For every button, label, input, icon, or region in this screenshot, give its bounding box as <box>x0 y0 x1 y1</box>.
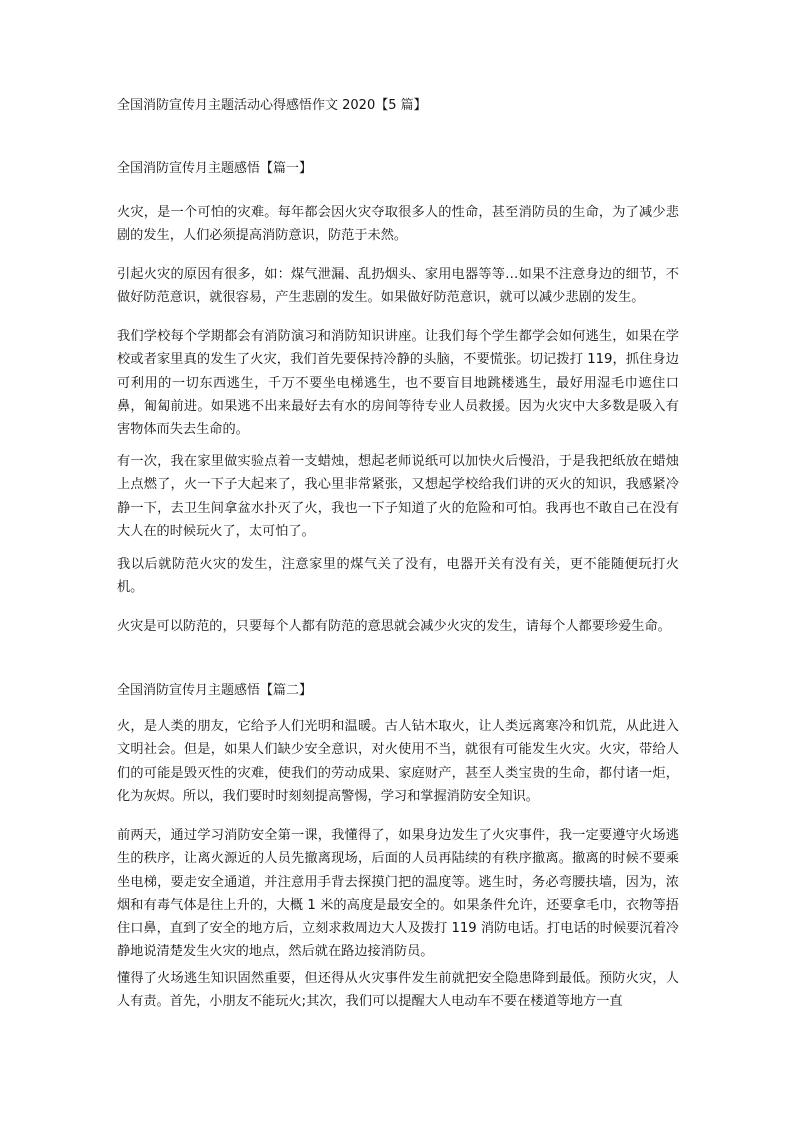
paragraph: 引起火灾的原因有很多，如：煤气泄漏、乱扔烟头、家用电器等等…如果不注意身边的细节，不做好防范意识，就很容易，产生悲剧的发生。如果做好防范意识，就可以减少悲剧的发生。 <box>117 267 679 306</box>
paragraph: 我们学校每个学期都会有消防演习和消防知识讲座。让我们每个学生都学会如何逃生，如果在学校或者家里真的发生了火灾，我们首先要保持冷静的头脑，不要慌张。切记拨打 119，抓住身边可利用的一切东西逃生，千万不要坐电梯逃生，也不要盲目地跳楼逃生，最好用湿毛巾遮住口鼻，匍匐前进。如果逃不出来最好去有水的房间等待专业人员救援。因为火灾中大多数是吸入有害物体而失去生命的。 <box>117 329 679 438</box>
paragraph: 前两天，通过学习消防安全第一课，我懂得了，如果身边发生了火灾事件，我一定要遵守火场逃生的秩序，让离火源近的人员先撤离现场，后面的人员再陆续的有秩序撤离。撤离的时候不要乘坐电梯，要走安全通道，并注意用手背去探摸门把的温度等。逃生时，务必弯腰扶墙，因为，浓烟和有毒气体是往上升的，大概 1 米的高度是最安全的。如果条件允许，还要拿毛巾，衣物等捂住口鼻，直到了安全的地方后，立刻求救周边大人及拨打 119 消防电话。打电话的时候要沉着冷静地说清楚发生火灾的地点，然后就在路边接消防员。 <box>117 828 679 960</box>
paragraph: 火灾，是一个可怕的灾难。每年都会因火灾夺取很多人的性命，甚至消防员的生命，为了减少悲剧的发生，人们必须提高消防意识，防范于未然。 <box>117 205 679 244</box>
paragraph: 我以后就防范火灾的发生，注意家里的煤气关了没有，电器开关有没有关，更不能随便玩打火机。 <box>117 557 679 596</box>
document-title: 全国消防宣传月主题活动心得感悟作文 2020【5 篇】 <box>117 98 427 113</box>
section-heading-1: 全国消防宣传月主题感悟【篇一】 <box>117 161 313 176</box>
paragraph: 有一次，我在家里做实验点着一支蜡烛，想起老师说纸可以加快火后慢沿，于是我把纸放在蜡烛上点燃了，火一下子大起来了，我心里非常紧张，又想起学校给我们讲的灭火的知识，我感紧冷静一下，去卫生间拿盆水扑灭了火，我也一下子知道了火的危险和可怕。我再也不敢自己在没有大人在的时候玩火了，太可怕了。 <box>117 454 679 539</box>
paragraph: 火，是人类的朋友，它给予人们光明和温暖。古人钻木取火，让人类远离寒冷和饥荒，从此进入文明社会。但是，如果人们缺少安全意识，对火使用不当，就很有可能发生火灾。火灾，带给人们的可能是毁灭性的灾难，使我们的劳动成果、家庭财产，甚至人类宝贵的生命，都付诸一炬，化为灰烬。所以，我们要时时刻刻提高警惕，学习和掌握消防安全知识。 <box>117 719 679 804</box>
section-heading-2: 全国消防宣传月主题感悟【篇二】 <box>117 683 313 698</box>
paragraph: 懂得了火场逃生知识固然重要，但还得从火灾事件发生前就把安全隐患降到最低。预防火灾，人人有责。首先，小朋友不能玩火;其次，我们可以提醒大人电动车不要在楼道等地方一直 <box>117 971 679 1010</box>
paragraph: 火灾是可以防范的，只要每个人都有防范的意思就会减少火灾的发生，请每个人都要珍爱生命。 <box>117 619 671 634</box>
